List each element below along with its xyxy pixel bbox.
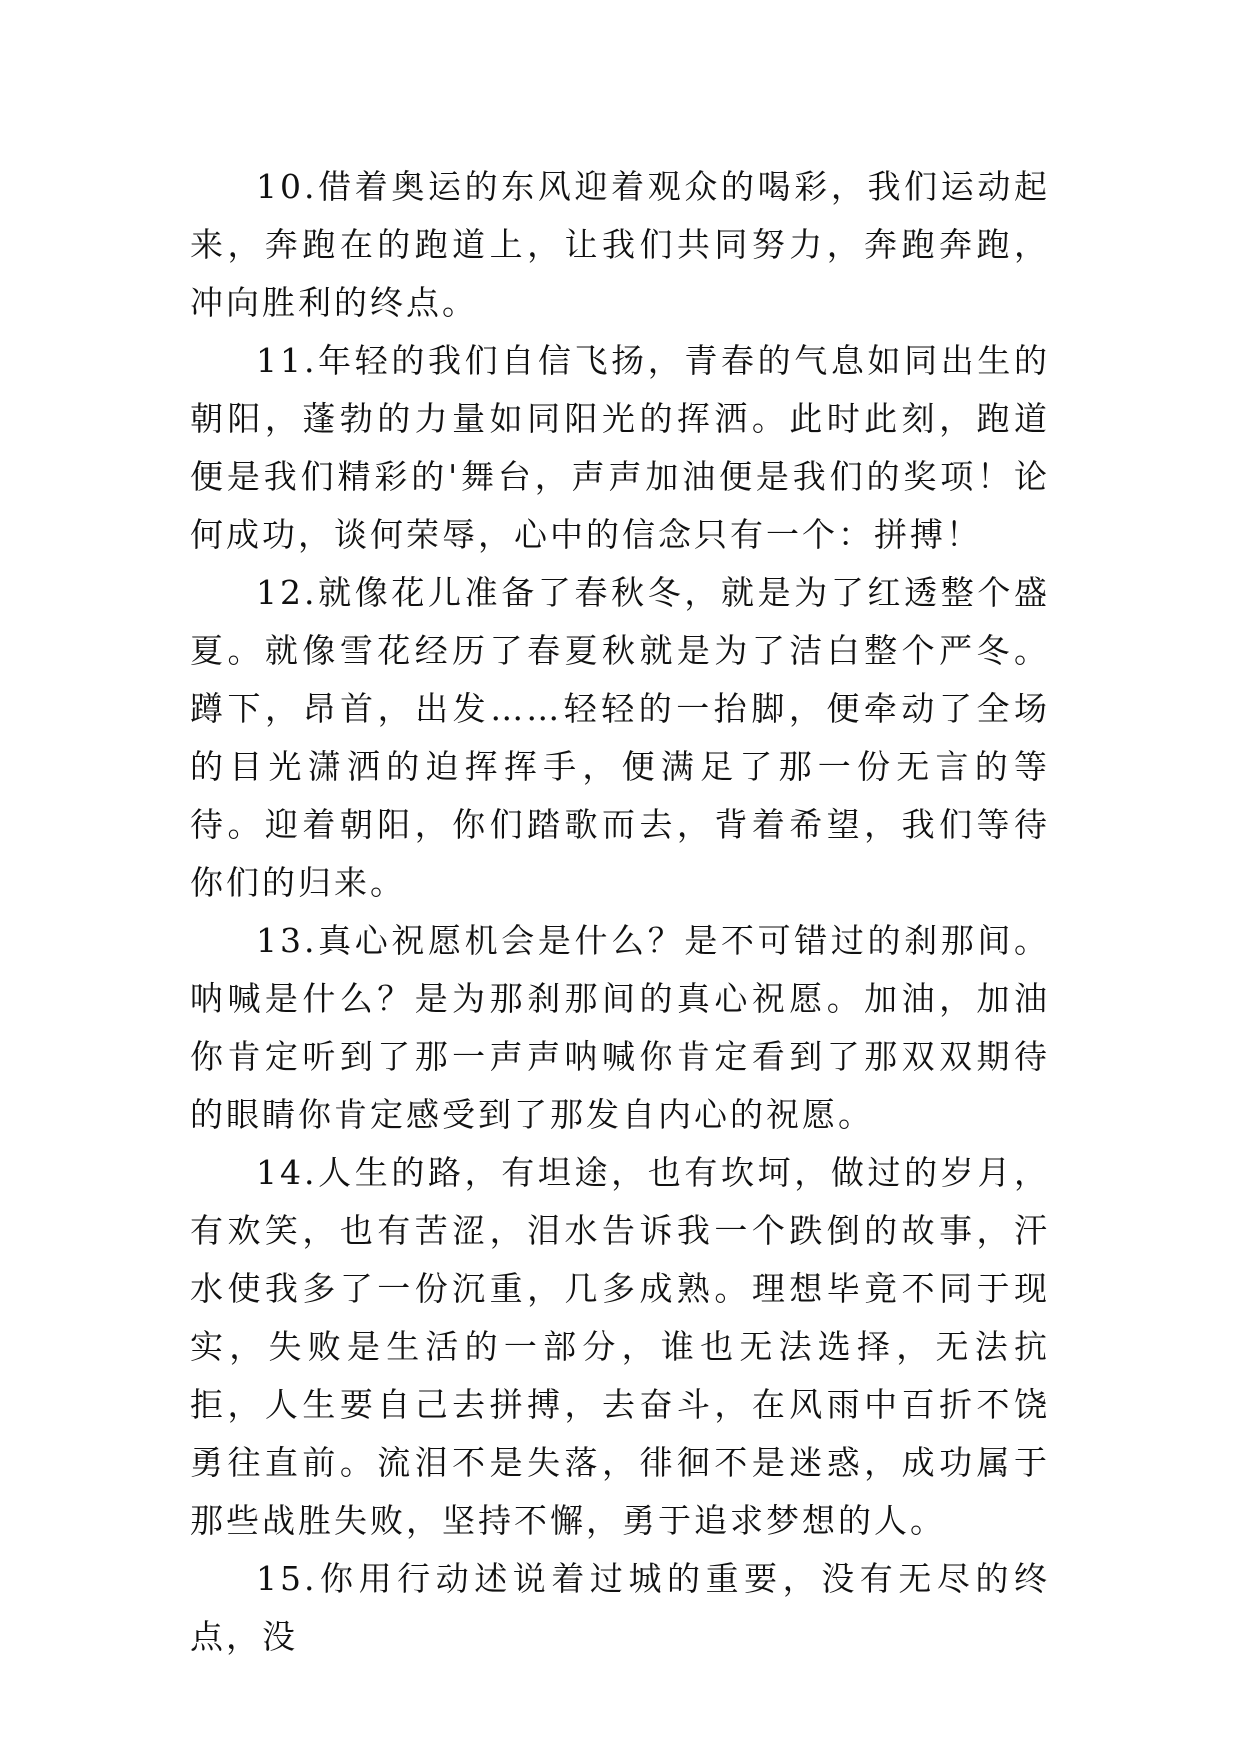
- document-body: [190, 158, 1050, 1666]
- paragraph-11: 11.年轻的我们自信飞扬，青春的气息如同出生的朝阳，蓬勃的力量如同阳光的挥洒。此时此刻，跑道便是我们精彩的'舞台，声声加油便是我们的奖项！论何成功，谈何荣辱，心中的信念只有一个：拼搏！: [190, 341, 1050, 554]
- paragraph-14: 14.人生的路，有坦途，也有坎坷，做过的岁月，有欢笑，也有苦涩，泪水告诉我一个跌倒的故事，汗水使我多了一份沉重，几多成熟。理想毕竟不同于现实，失败是生活的一部分，谁也无法选择，无法抗拒，人生要自己去拼搏，去奋斗，在风雨中百折不饶勇往直前。流泪不是失落，徘徊不是迷惑，成功属于那些战胜失败，坚持不懈，勇于追求梦想的人。: [190, 1153, 1050, 1540]
- paragraph-12: 12.就像花儿准备了春秋冬，就是为了红透整个盛夏。就像雪花经历了春夏秋就是为了洁白整个严冬。蹲下，昂首，出发……轻轻的一抬脚，便牵动了全场的目光潇洒的迫挥挥手，便满足了那一份无言的等待。迎着朝阳，你们踏歌而去，背着希望，我们等待你们的归来。: [190, 573, 1050, 902]
- paragraph-13: 13.真心祝愿机会是什么？是不可错过的刹那间。呐喊是什么？是为那刹那间的真心祝愿。加油，加油你肯定听到了那一声声呐喊你肯定看到了那双双期待的眼睛你肯定感受到了那发自内心的祝愿。: [190, 921, 1050, 1134]
- paragraph-10: 10.借着奥运的东风迎着观众的喝彩，我们运动起来，奔跑在的跑道上，让我们共同努力，奔跑奔跑，冲向胜利的终点。: [190, 167, 1050, 322]
- paragraph-15: 15.你用行动述说着过城的重要，没有无尽的终点，没: [190, 1559, 1050, 1656]
